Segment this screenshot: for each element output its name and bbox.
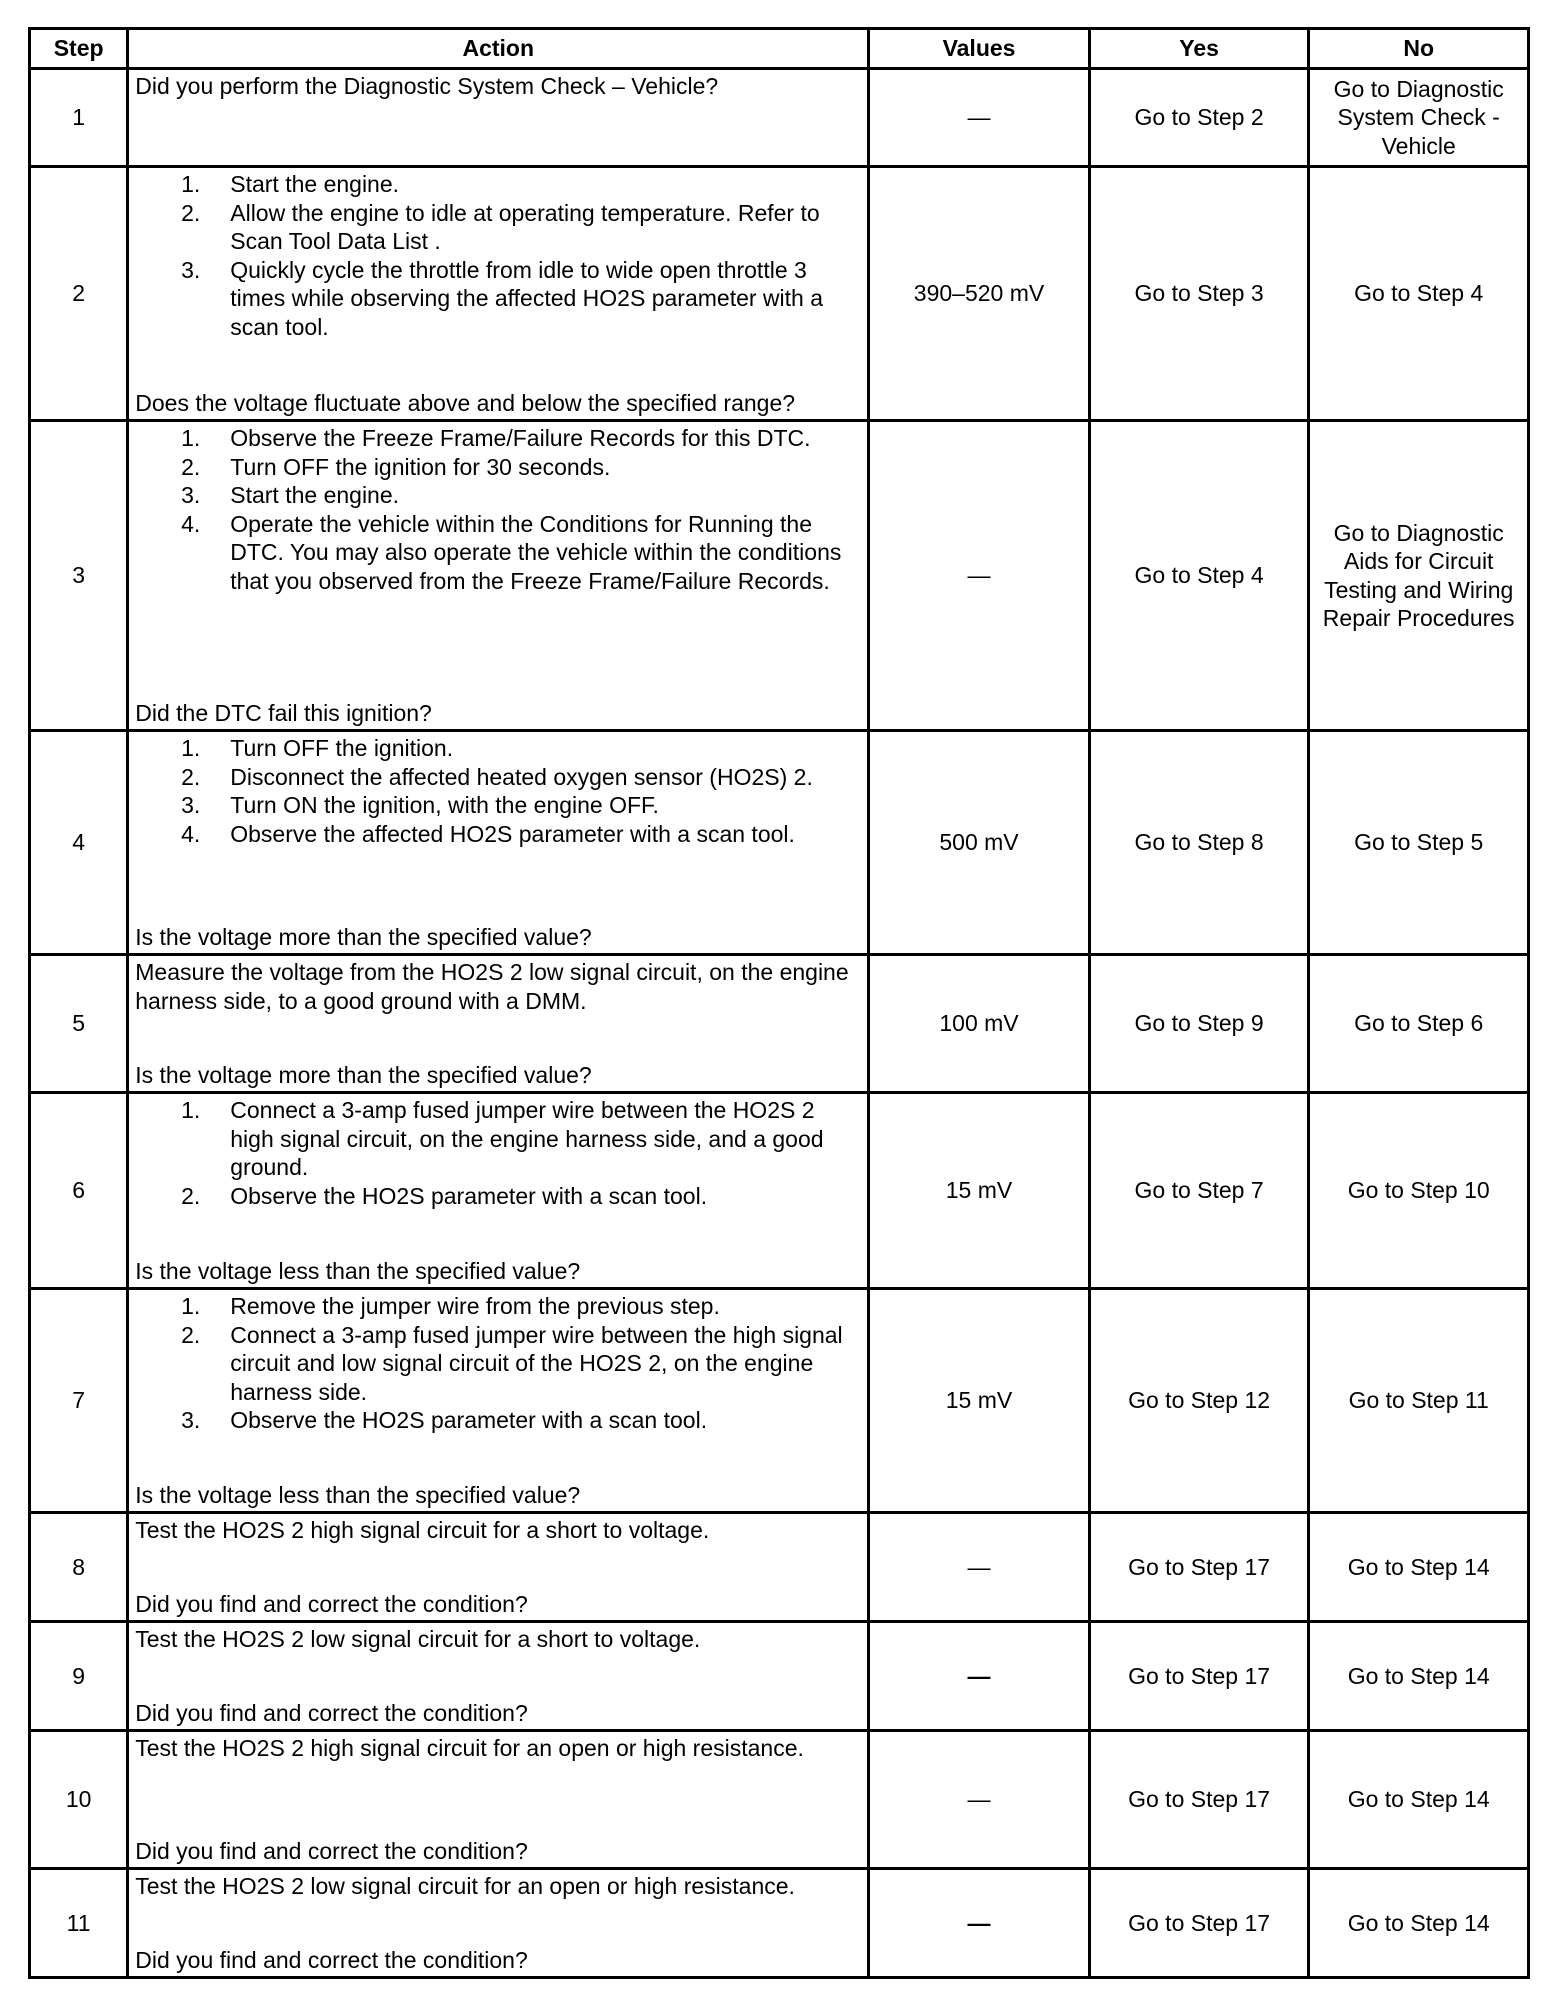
yes-cell: Go to Step 2 — [1089, 69, 1309, 167]
value-dash: — — [967, 1553, 991, 1580]
action-question: Does the voltage fluctuate above and below the specified range? — [135, 389, 796, 416]
action-question: Is the voltage more than the specified value? — [135, 923, 592, 950]
list-item: 2. Disconnect the affected heated oxygen sensor (HO2S) 2. — [181, 763, 813, 790]
list-item: 3. Start the engine. — [181, 482, 400, 508]
action-question: Did you find and correct the condition? — [135, 1946, 528, 1973]
no-cell: Go to Step 10 — [1309, 1093, 1529, 1289]
list-item: 2. Turn OFF the ignition for 30 seconds. — [181, 453, 611, 480]
action-text: Test the HO2S 2 high signal circuit for a short to voltage. — [135, 1517, 710, 1543]
list-item: 1. Connect a 3-amp fused jumper wire between the HO2S 2 high signal circuit, on the engine harness side, and a good ground. — [181, 1097, 824, 1180]
table-row — [30, 1622, 1529, 1731]
action-cell — [128, 421, 869, 731]
header-step: Step — [30, 29, 128, 69]
value-cell: 500 mV — [869, 731, 1090, 955]
no-cell: Go to Step 14 — [1309, 1513, 1529, 1622]
table-row — [30, 1731, 1529, 1869]
action-cell — [128, 167, 869, 421]
list-item: 3. Observe the HO2S parameter with a scan tool. — [181, 1407, 708, 1433]
table-row — [30, 1513, 1529, 1622]
value-cell — [869, 1622, 1090, 1731]
action-text: Test the HO2S 2 low signal circuit for an open or high resistance. — [135, 1873, 795, 1899]
list-item: 1. Turn OFF the ignition. — [181, 735, 454, 761]
value-dash: — — [967, 1662, 991, 1689]
yes-cell: Go to Step 12 — [1089, 1289, 1309, 1513]
table-row — [30, 1869, 1529, 1978]
header-no: No — [1309, 29, 1529, 69]
yes-cell: Go to Step 9 — [1089, 955, 1309, 1093]
value-cell: — — [869, 421, 1090, 731]
value-cell: 15 mV — [869, 1093, 1090, 1289]
no-cell: Go to Step 14 — [1309, 1622, 1529, 1731]
no-cell: Go to Step 14 — [1309, 1869, 1529, 1978]
action-question: Did you find and correct the condition? — [135, 1590, 528, 1617]
step-number: 1 — [30, 69, 128, 167]
no-cell: Go to Diagnostic Aids for Circuit Testing and Wiring Repair Procedures — [1309, 421, 1529, 731]
step-number: 6 — [30, 1093, 128, 1289]
list-item: 4. Observe the affected HO2S parameter with a scan tool. — [181, 820, 795, 847]
table-row — [30, 955, 1529, 1093]
yes-cell: Go to Step 17 — [1089, 1869, 1309, 1978]
diagnostic-table — [28, 27, 1530, 1979]
no-cell: Go to Step 5 — [1309, 731, 1529, 955]
action-list — [135, 1292, 863, 1435]
list-item: 2. Observe the HO2S parameter with a scan tool. — [181, 1182, 708, 1209]
action-question: Is the voltage less than the specified value? — [135, 1481, 581, 1508]
table-row — [30, 167, 1529, 421]
table-row — [30, 421, 1529, 731]
action-cell — [128, 1513, 869, 1622]
yes-cell: Go to Step 17 — [1089, 1731, 1309, 1869]
action-question: Did you find and correct the condition? — [135, 1837, 528, 1864]
header-row — [30, 29, 1529, 69]
action-list — [135, 1096, 863, 1210]
action-cell — [128, 1289, 869, 1513]
action-question: Did you find and correct the condition? — [135, 1699, 528, 1726]
value-cell: 390–520 mV — [869, 167, 1090, 421]
step-number: 9 — [30, 1622, 128, 1731]
step-number: 2 — [30, 167, 128, 421]
list-item: 1. Remove the jumper wire from the previous step. — [181, 1293, 720, 1319]
step-number: 10 — [30, 1731, 128, 1869]
list-item: 1. Observe the Freeze Frame/Failure Records for this DTC. — [181, 425, 811, 451]
header-values: Values — [869, 29, 1090, 69]
no-cell: Go to Step 11 — [1309, 1289, 1529, 1513]
step-number: 4 — [30, 731, 128, 955]
step-number: 3 — [30, 421, 128, 731]
step-number: 5 — [30, 955, 128, 1093]
yes-cell: Go to Step 4 — [1089, 421, 1309, 731]
value-dash: — — [967, 1786, 991, 1813]
value-cell — [869, 1731, 1090, 1869]
header-action: Action — [128, 29, 869, 69]
list-item: 1. Start the engine. — [181, 171, 400, 197]
yes-cell: Go to Step 8 — [1089, 731, 1309, 955]
yes-cell: Go to Step 3 — [1089, 167, 1309, 421]
list-item: 2. Connect a 3-amp fused jumper wire between the high signal circuit and low signal circuit of the HO2S 2, on the engine harness side. — [181, 1321, 843, 1405]
table-row — [30, 69, 1529, 167]
value-dash: — — [967, 1909, 991, 1936]
action-text: Did you perform the Diagnostic System Check – Vehicle? — [135, 73, 719, 99]
action-question: Is the voltage more than the specified value? — [135, 1061, 592, 1088]
no-cell: Go to Step 4 — [1309, 167, 1529, 421]
list-item: 3. Quickly cycle the throttle from idle to wide open throttle 3 times while observing the affected HO2S parameter with a scan tool. — [181, 256, 824, 340]
table-row — [30, 1093, 1529, 1289]
action-text: Test the HO2S 2 high signal circuit for an open or high resistance. — [135, 1735, 804, 1761]
value-cell: 100 mV — [869, 955, 1090, 1093]
table-row — [30, 1289, 1529, 1513]
no-cell: Go to Diagnostic System Check - Vehicle — [1309, 69, 1529, 167]
action-cell — [128, 69, 869, 167]
value-cell — [869, 1869, 1090, 1978]
yes-cell: Go to Step 17 — [1089, 1513, 1309, 1622]
action-question: Did the DTC fail this ignition? — [135, 699, 432, 726]
action-list — [135, 424, 863, 595]
header-yes: Yes — [1089, 29, 1309, 69]
step-number: 7 — [30, 1289, 128, 1513]
value-cell — [869, 1513, 1090, 1622]
list-item: 3. Turn ON the ignition, with the engine OFF. — [181, 792, 659, 818]
action-question: Is the voltage less than the specified value? — [135, 1257, 581, 1284]
action-cell — [128, 955, 869, 1093]
yes-cell: Go to Step 17 — [1089, 1622, 1309, 1731]
yes-cell: Go to Step 7 — [1089, 1093, 1309, 1289]
action-text: Test the HO2S 2 low signal circuit for a short to voltage. — [135, 1626, 701, 1652]
action-list — [135, 170, 863, 341]
action-cell — [128, 1869, 869, 1978]
table-row — [30, 731, 1529, 955]
step-number: 8 — [30, 1513, 128, 1622]
action-list — [135, 734, 863, 848]
action-cell — [128, 1093, 869, 1289]
action-cell — [128, 731, 869, 955]
action-cell — [128, 1731, 869, 1869]
no-cell: Go to Step 6 — [1309, 955, 1529, 1093]
no-cell: Go to Step 14 — [1309, 1731, 1529, 1869]
value-cell: — — [869, 69, 1090, 167]
value-cell: 15 mV — [869, 1289, 1090, 1513]
list-item: 4. Operate the vehicle within the Conditions for Running the DTC. You may also operate the vehicle within the conditions that you observed from the Freeze Frame/Failure Records. — [181, 510, 842, 594]
action-cell — [128, 1622, 869, 1731]
action-text: Measure the voltage from the HO2S 2 low signal circuit, on the engine harness side, to a good ground with a DMM. — [135, 959, 849, 1014]
list-item: 2. Allow the engine to idle at operating temperature. Refer to Scan Tool Data List . — [181, 199, 820, 254]
step-number: 11 — [30, 1869, 128, 1978]
